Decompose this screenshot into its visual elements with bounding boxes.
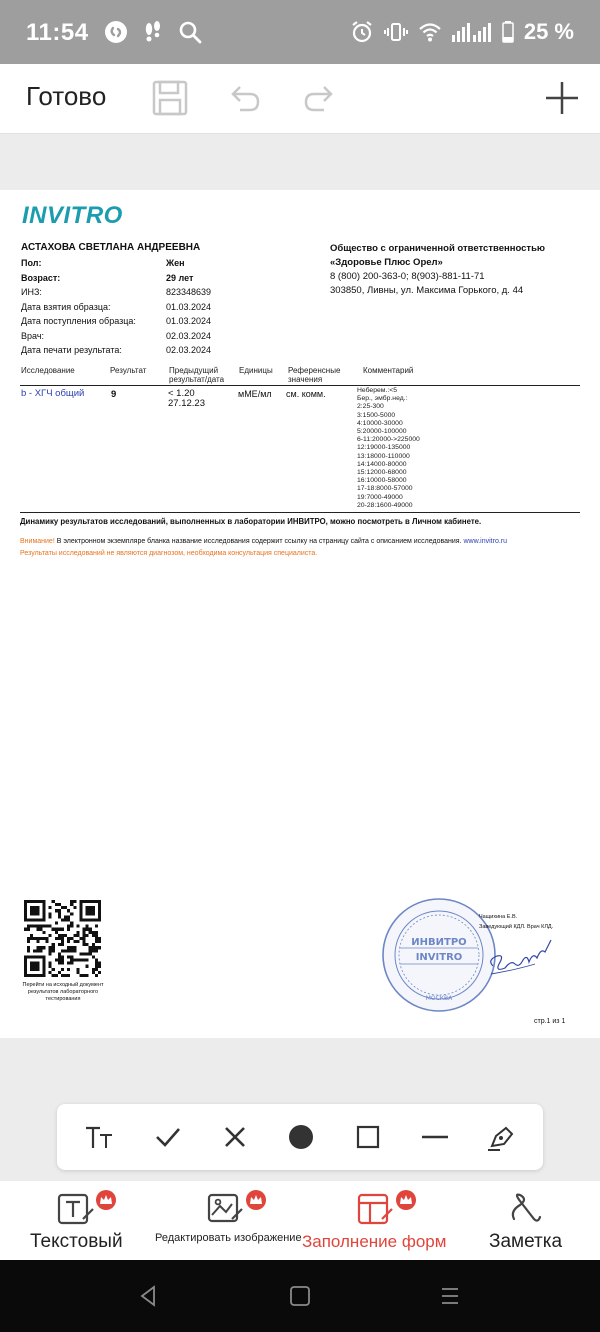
squiggle-icon (506, 1189, 546, 1227)
col-header-units: Единицы (239, 366, 273, 375)
home-icon[interactable] (288, 1284, 312, 1308)
comment-line: 15:12000-68000 (357, 469, 407, 477)
patient-field-row (21, 256, 211, 271)
comment-line: 17-18:8000-57000 (357, 485, 413, 493)
col-header-reference-2: значения (288, 375, 323, 384)
line-icon (421, 1134, 449, 1140)
comment-line: 3:1500-5000 (357, 411, 396, 419)
signer-info (479, 912, 553, 932)
alarm-icon (350, 20, 374, 44)
previous-date: 27.12.23 (168, 398, 205, 409)
vibrate-icon (384, 20, 408, 44)
patient-field-row (21, 343, 211, 358)
status-time: 11:54 (26, 19, 89, 46)
col-header-previous (169, 366, 224, 384)
patient-name: АСТАХОВА СВЕТЛАНА АНДРЕЕВНА (21, 242, 201, 253)
previous-value: < 1.20 (168, 388, 195, 399)
text-box-icon (56, 1189, 96, 1227)
tab-note-label: Заметка (489, 1231, 563, 1252)
page-number: стр.1 из 1 (534, 1018, 566, 1025)
tab-text[interactable] (0, 1181, 150, 1260)
patient-field-value: 01.03.2024 (166, 301, 212, 312)
org-address: 303850, Ливны, ул. Максима Горького, д. 44 (330, 285, 524, 296)
rectangle-icon (356, 1125, 380, 1149)
edit-image-icon (206, 1189, 246, 1227)
cross-icon (223, 1125, 247, 1149)
text-size-icon (84, 1124, 114, 1150)
col-header-reference-1: Референсные (288, 366, 341, 375)
patient-field-label: Дата печати результата: (21, 345, 122, 355)
battery-icon (502, 21, 514, 43)
stamp-text-en: INVITRO (415, 952, 463, 963)
signature-tool[interactable] (485, 1121, 517, 1153)
patient-field-label: Дата взятия образца: (21, 301, 111, 312)
patient-field-row (21, 329, 211, 344)
col-header-study: Исследование (21, 366, 75, 375)
reference-value: см. комм. (286, 389, 326, 399)
result-value: 9 (111, 389, 117, 400)
cross-tool[interactable] (219, 1121, 251, 1153)
patient-field-label: ИНЗ: (21, 287, 42, 297)
premium-crown-icon (246, 1190, 266, 1210)
patient-field-value: Жен (166, 258, 185, 268)
comment-line: Неберем.:<5 (357, 387, 397, 394)
comment-line: 16:10000-58000 (357, 477, 407, 485)
signature (485, 930, 555, 980)
comment-line: 2:25-300 (357, 403, 384, 411)
col-header-comment: Комментарий (363, 366, 414, 375)
patient-field-label: Пол: (21, 258, 42, 268)
editor-toolbar (0, 64, 600, 134)
form-icon (356, 1189, 396, 1227)
battery-level: 25 % (523, 19, 574, 44)
warning-prefix: Внимание! (20, 538, 55, 545)
patient-field-value: 02.03.2024 (166, 330, 212, 341)
add-icon[interactable] (540, 76, 584, 120)
comment-line: 14:14000-80000 (357, 460, 407, 468)
comment-line: 20-28:1600-49000 (357, 501, 413, 509)
org-line2: «Здоровье Плюс Орел» (330, 257, 443, 268)
patient-field-label: Возраст: (21, 272, 61, 283)
col-header-result: Результат (110, 366, 147, 375)
recents-menu-icon[interactable] (438, 1284, 462, 1308)
signer-position: Заведующий КДЛ. Врач КЛД. (479, 924, 554, 930)
tab-text-label: Текстовый (30, 1231, 123, 1252)
comment-line: 19:7000-49000 (357, 493, 403, 501)
redo-icon[interactable] (298, 76, 342, 120)
col-header-reference (288, 366, 340, 384)
patient-field-row (21, 271, 211, 286)
study-link[interactable]: b - ХГЧ общий (21, 388, 85, 399)
warning-text: В электронном экземпляре бланка название исследования содержит ссылку на страницу сайта с описанием исследования. (54, 538, 464, 545)
save-icon[interactable] (148, 76, 192, 120)
checkmark-icon (154, 1125, 182, 1149)
warning-line1 (20, 536, 585, 548)
premium-crown-icon (96, 1190, 116, 1210)
comment-line: 4:10000-30000 (357, 419, 403, 427)
col-header-previous-2: результат/дата (169, 375, 225, 384)
status-bar (0, 0, 600, 64)
patient-info (21, 256, 211, 358)
premium-crown-icon (396, 1190, 416, 1210)
checkmark-tool[interactable] (152, 1121, 184, 1153)
qr-caption: Перейти на исходный документ результатов лабораторного тестирования (22, 982, 104, 1002)
warning-line2: Результаты исследований не являются диагнозом, необходима консультация специалиста. (20, 550, 318, 557)
invitro-logo: INVITRO (22, 202, 123, 229)
previous-result (168, 389, 205, 409)
document-page (0, 190, 600, 1038)
dot-icon (288, 1124, 314, 1150)
line-tool[interactable] (419, 1121, 451, 1153)
status-right-icons (350, 19, 574, 45)
patient-field-row (21, 300, 211, 315)
comment-line: 6-11:20000->225000 (357, 436, 420, 444)
dot-tool[interactable] (285, 1121, 317, 1153)
tab-edit-image-label: Редактировать изображение (155, 1232, 302, 1244)
back-icon[interactable] (136, 1284, 160, 1308)
bottom-tab-bar (0, 1181, 600, 1260)
qr-code (24, 900, 101, 977)
patient-field-value: 01.03.2024 (166, 316, 212, 326)
org-line1: Общество с ограниченной ответственностью (330, 243, 546, 254)
comment-line: Бер., эмбр.нед.: (357, 395, 408, 403)
patient-field-row (21, 314, 211, 329)
org-phones: 8 (800) 200-363-0; 8(903)-881-11-71 (330, 271, 485, 282)
undo-icon[interactable] (222, 76, 266, 120)
tab-edit-image[interactable] (150, 1181, 300, 1260)
units-value: мМЕ/мл (238, 389, 272, 399)
organization-info (330, 242, 545, 298)
dynamics-note: Динамику результатов исследований, выполненных в лаборатории ИНВИТРО, можно посмотреть в Личном кабинете. (20, 517, 482, 526)
comment-line: 12:19000-135000 (357, 444, 411, 452)
invitro-link[interactable]: www.invitro.ru (463, 538, 508, 545)
comment-line: 5:20000-100000 (357, 428, 407, 436)
signal-icon (452, 21, 492, 43)
markup-toolbar (57, 1104, 543, 1170)
stamp-text-ru: ИНВИТРО (411, 937, 467, 948)
tab-fill-forms[interactable] (300, 1181, 450, 1260)
patient-field-value: 02.03.2024 (166, 345, 212, 355)
search-icon (178, 20, 202, 44)
table-header-divider (20, 385, 580, 386)
table-bottom-divider (20, 512, 580, 513)
comment-list (357, 387, 420, 510)
tab-fill-forms-label: Заполнение форм (302, 1232, 447, 1251)
patient-field-label: Дата поступления образца: (21, 316, 136, 326)
comment-line: 13:18000-110000 (357, 452, 410, 460)
done-button[interactable]: Готово (26, 81, 107, 111)
patient-field-value: 29 лет (166, 272, 194, 283)
steps-icon (142, 20, 164, 44)
status-left-icons (104, 20, 202, 44)
wifi-icon (418, 21, 442, 43)
text-size-tool[interactable] (83, 1121, 115, 1153)
rectangle-tool[interactable] (352, 1121, 384, 1153)
patient-field-value: 823348639 (166, 287, 212, 297)
stamp-text-city: МОСКВА (425, 995, 453, 1002)
system-nav-bar (0, 1260, 600, 1332)
patient-field-row (21, 285, 211, 300)
patient-field-label: Врач: (21, 330, 45, 341)
warning-block (20, 536, 585, 560)
tab-note[interactable] (450, 1181, 600, 1260)
col-header-previous-1: Предыдущий (169, 366, 219, 375)
pen-nib-icon (486, 1122, 516, 1152)
shazam-icon (104, 20, 128, 44)
signer-name: Чащихина Е.В. (479, 914, 518, 920)
